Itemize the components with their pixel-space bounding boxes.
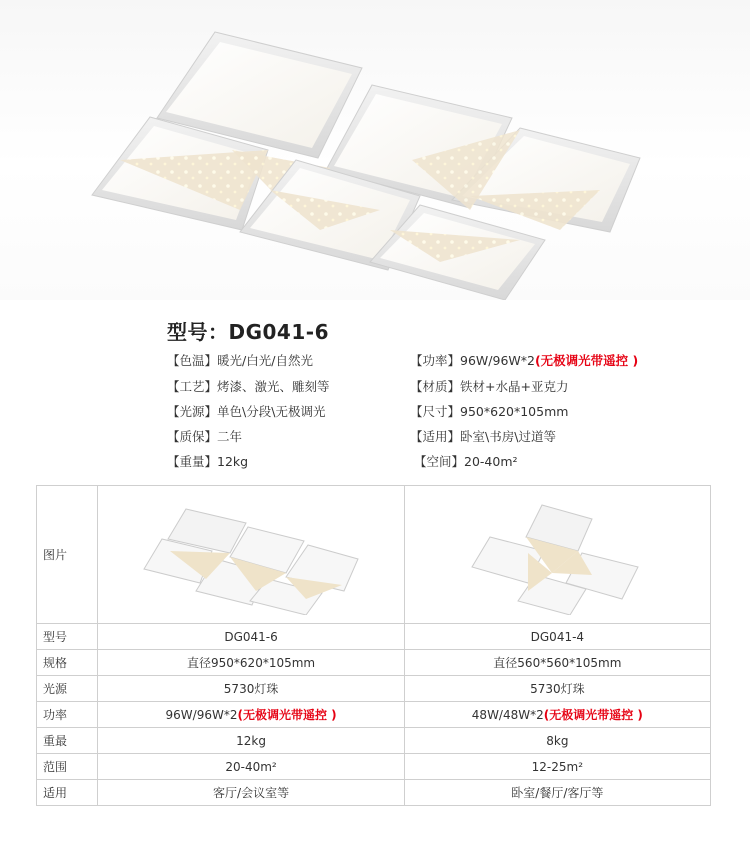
cell-b: 12-25m² <box>404 754 710 780</box>
cell-a <box>98 702 404 728</box>
cell-b: 8kg <box>404 728 710 754</box>
row-label: 功率 <box>37 702 98 728</box>
thumb-dg041-4 <box>404 486 710 624</box>
table-row <box>37 650 711 676</box>
cell-a: 5730灯珠 <box>98 676 404 702</box>
table-row <box>37 728 711 754</box>
cell-b: 直径560*560*105mm <box>404 650 710 676</box>
table-row <box>37 624 711 650</box>
spec-value: 950*620*105mm <box>460 404 569 419</box>
cell-a: 20-40m² <box>98 754 404 780</box>
thumb-dg041-6 <box>98 486 404 624</box>
lamp-6-thumbnail-icon <box>126 495 376 615</box>
cell-b: DG041-4 <box>404 624 710 650</box>
cell-a: 直径950*620*105mm <box>98 650 404 676</box>
spec-size <box>410 402 568 420</box>
cell-b <box>404 702 710 728</box>
spec-label: 【尺寸】 <box>410 404 461 419</box>
cell-a: 客厅/会议室等 <box>98 780 404 806</box>
table-row <box>37 780 711 806</box>
spec-light-source <box>167 402 325 420</box>
spec-craft <box>167 377 330 395</box>
spec-usage <box>410 427 556 445</box>
row-label-image: 图片 <box>37 486 98 624</box>
comparison-table <box>36 485 711 806</box>
spec-label: 【材质】 <box>410 379 461 394</box>
spec-color-temp <box>167 351 313 369</box>
spec-power-highlight: (无极调光带遥控 ) <box>534 353 639 368</box>
cell-a: 12kg <box>98 728 404 754</box>
table-row <box>37 676 711 702</box>
product-hero-image <box>0 0 750 300</box>
spec-label: 【工艺】 <box>167 379 218 394</box>
row-label: 适用 <box>37 780 98 806</box>
spec-value: 卧室\书房\过道等 <box>460 429 556 444</box>
power-value: 48W/48W*2 <box>471 708 544 722</box>
spec-value: 96W/96W*2 <box>460 353 535 368</box>
spec-warranty <box>167 427 242 445</box>
lamp-4-thumbnail-icon <box>432 495 682 615</box>
spec-label: 【功率】 <box>410 353 461 368</box>
spec-value: 二年 <box>217 429 243 444</box>
spec-label: 【适用】 <box>410 429 461 444</box>
power-highlight: (无极调光带遥控 ) <box>237 708 337 722</box>
cell-b: 5730灯珠 <box>404 676 710 702</box>
table-row <box>37 702 711 728</box>
spec-power <box>410 351 638 369</box>
cell-a: DG041-6 <box>98 624 404 650</box>
power-highlight: (无极调光带遥控 ) <box>543 708 643 722</box>
spec-label: 【空间】 <box>414 454 465 469</box>
table-row-image <box>37 486 711 624</box>
row-label: 规格 <box>37 650 98 676</box>
spec-label: 【重量】 <box>167 454 218 469</box>
spec-material <box>410 377 568 395</box>
spec-value: 暖光/白光/自然光 <box>217 353 313 368</box>
row-label: 型号 <box>37 624 98 650</box>
spec-value: 12kg <box>217 454 249 469</box>
spec-label: 【质保】 <box>167 429 218 444</box>
spec-value: 烤漆、激光、雕刻等 <box>217 379 330 394</box>
ceiling-lamp-6-illustration <box>0 0 750 300</box>
row-label: 光源 <box>37 676 98 702</box>
row-label: 范围 <box>37 754 98 780</box>
row-label: 重最 <box>37 728 98 754</box>
spec-value: 铁材+水晶+亚克力 <box>460 379 569 394</box>
table-row <box>37 754 711 780</box>
spec-weight <box>167 452 248 470</box>
spec-value: 20-40m² <box>464 454 518 469</box>
spec-label: 【光源】 <box>167 404 218 419</box>
spec-space <box>414 452 518 470</box>
spec-value: 单色\分段\无极调光 <box>217 404 326 419</box>
cell-b: 卧室/餐厅/客厅等 <box>404 780 710 806</box>
power-value: 96W/96W*2 <box>165 708 238 722</box>
spec-label: 【色温】 <box>167 353 218 368</box>
model-title: 型号：DG041-6 <box>167 320 329 344</box>
